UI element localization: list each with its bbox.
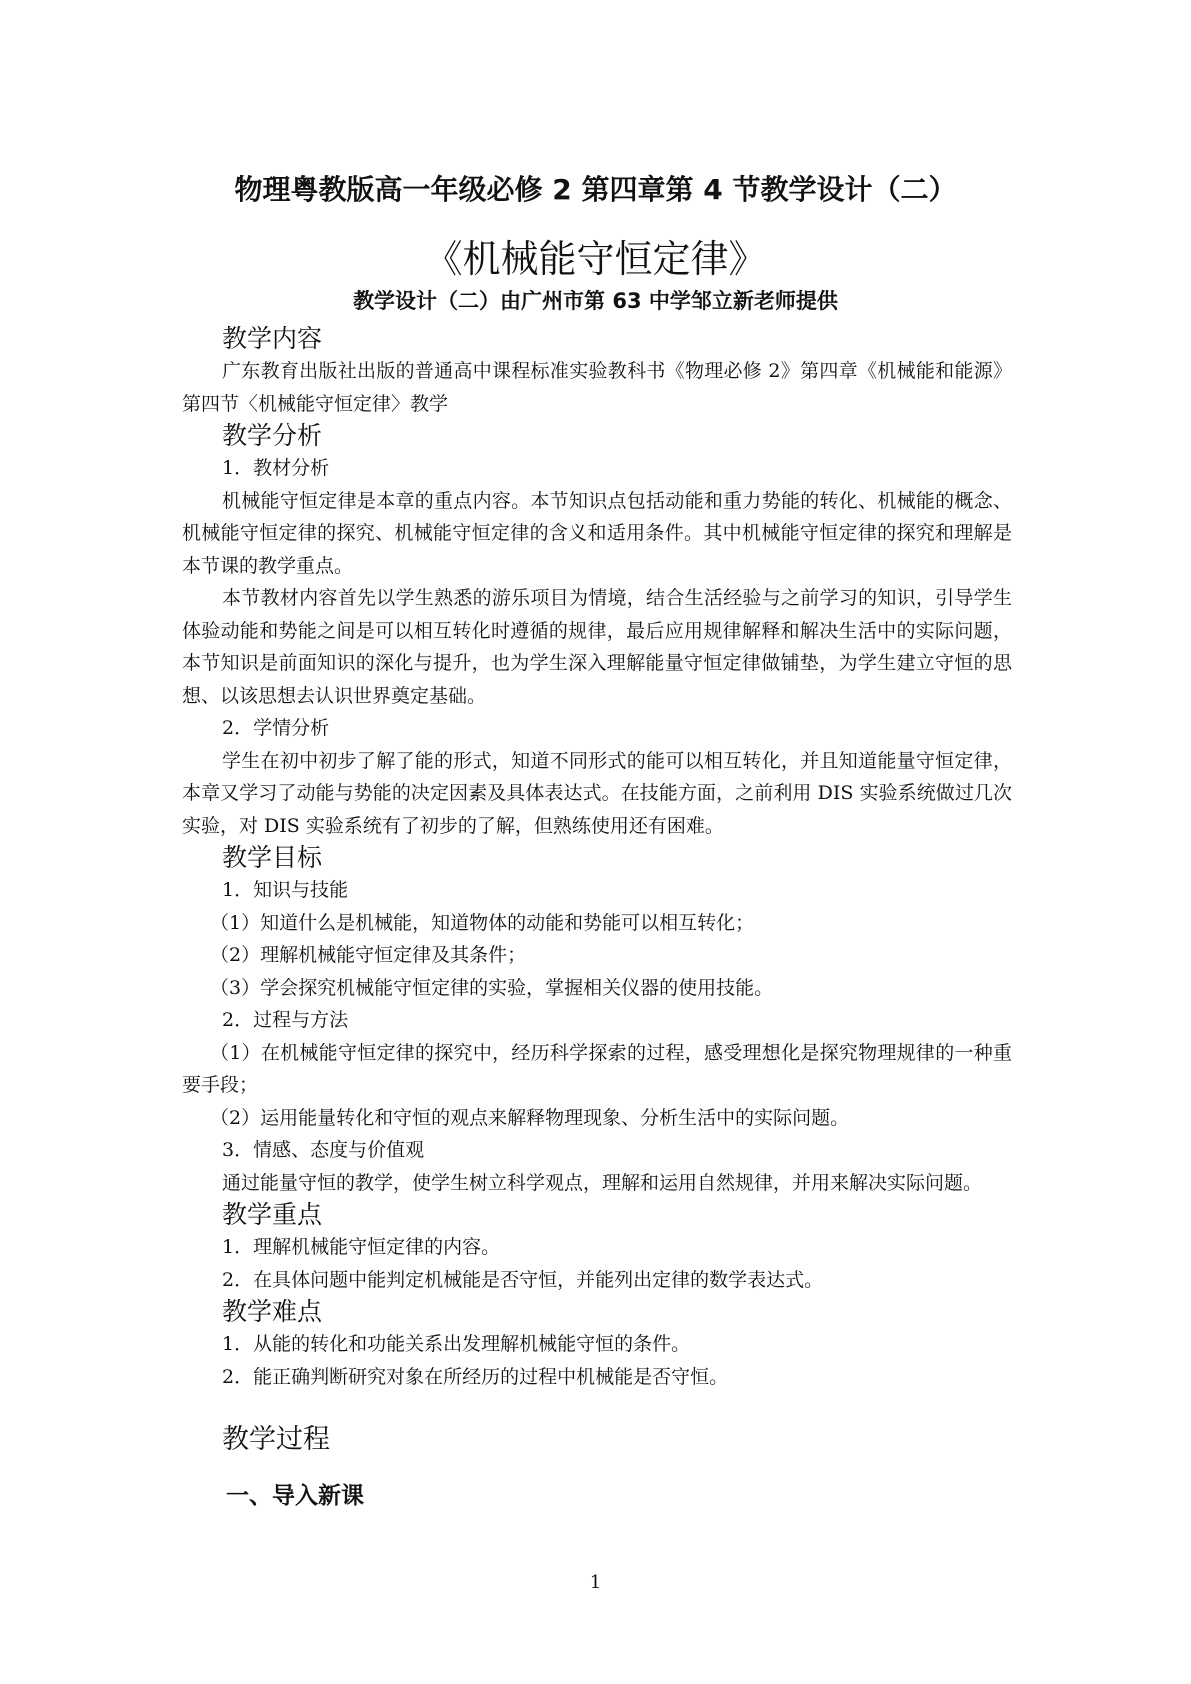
document-title: 物理粤教版高一年级必修 2 第四章第 4 节教学设计（二） bbox=[234, 173, 957, 206]
section-heading-analysis: 教学分析 bbox=[222, 421, 323, 450]
goals-knowledge-item-2: （2）理解机械能守恒定律及其条件； bbox=[210, 944, 527, 966]
process-step-1-heading: 一、导入新课 bbox=[226, 1483, 364, 1509]
section-heading-goals: 教学目标 bbox=[222, 843, 323, 872]
goals-subheading-attitude: 3．情感、态度与价值观 bbox=[222, 1139, 425, 1161]
goals-subheading-knowledge: 1．知识与技能 bbox=[222, 879, 349, 901]
content-paragraph: 广东教育出版社出版的普通高中课程标准实验教科书《物理必修 2》第四章《机械能和能源》第四节〈机械能守恒定律〉教学 bbox=[182, 360, 1012, 415]
document-subtitle: 《机械能守恒定律》 bbox=[424, 237, 767, 281]
analysis-paragraph-3: 学生在初中初步了解了能的形式，知道不同形式的能可以相互转化，并且知道能量守恒定律，本章又学习了动能与势能的决定因素及具体表达式。在技能方面，之前利用 DIS 实验系统做过几次实验，对 DIS 实验系统有了初步的了解，但熟练使用还有困难。 bbox=[182, 749, 1012, 837]
section-spacer bbox=[182, 1393, 1012, 1423]
document-body bbox=[182, 323, 1012, 1513]
analysis-subheading-students: 2．学情分析 bbox=[222, 717, 330, 739]
goals-knowledge-item-1: （1）知道什么是机械能，知道物体的动能和势能可以相互转化； bbox=[210, 911, 755, 934]
page-number: 1 bbox=[589, 1572, 602, 1593]
section-heading-process: 教学过程 bbox=[222, 1424, 330, 1455]
section-heading-content: 教学内容 bbox=[222, 324, 323, 353]
section-heading-difficulties: 教学难点 bbox=[222, 1297, 323, 1326]
goals-subheading-process: 2．过程与方法 bbox=[222, 1009, 349, 1031]
goals-attitude-paragraph: 通过能量守恒的教学，使学生树立科学观点，理解和运用自然规律，并用来解决实际问题。 bbox=[222, 1171, 983, 1194]
analysis-paragraph-1: 机械能守恒定律是本章的重点内容。本节知识点包括动能和重力势能的转化、机械能的概念、机械能守恒定律的探究、机械能守恒定律的含义和适用条件。其中机械能守恒定律的探究和理解是本节课的教学重点。 bbox=[182, 489, 1012, 577]
credit-line: 教学设计（二）由广州市第 63 中学邹立新老师提供 bbox=[353, 289, 838, 313]
section-heading-key-points: 教学重点 bbox=[222, 1200, 323, 1229]
goals-process-item-2: （2）运用能量转化和守恒的观点来解释物理现象、分析生活中的实际问题。 bbox=[210, 1106, 850, 1129]
analysis-subheading-textbook: 1．教材分析 bbox=[222, 457, 330, 479]
analysis-paragraph-2: 本节教材内容首先以学生熟悉的游乐项目为情境，结合生活经验与之前学习的知识，引导学生体验动能和势能之间是可以相互转化时遵循的规律，最后应用规律解释和解决生活中的实际问题，本节知识是前面知识的深化与提升，也为学生深入理解能量守恒定律做铺垫，为学生建立守恒的思想、以该思想去认识世界奠定基础。 bbox=[182, 587, 1012, 707]
difficulty-1: 1．从能的转化和功能关系出发理解机械能守恒的条件。 bbox=[222, 1333, 691, 1355]
difficulty-2: 2．能正确判断研究对象在所经历的过程中机械能是否守恒。 bbox=[222, 1365, 729, 1388]
key-point-1: 1．理解机械能守恒定律的内容。 bbox=[222, 1236, 501, 1258]
goals-process-item-1: （1）在机械能守恒定律的探究中，经历科学探索的过程，感受理想化是探究物理规律的一种重要手段； bbox=[182, 1041, 1012, 1096]
goals-knowledge-item-3: （3）学会探究机械能守恒定律的实验，掌握相关仪器的使用技能。 bbox=[210, 976, 774, 999]
key-point-2: 2．在具体问题中能判定机械能是否守恒，并能列出定律的数学表达式。 bbox=[222, 1268, 824, 1291]
